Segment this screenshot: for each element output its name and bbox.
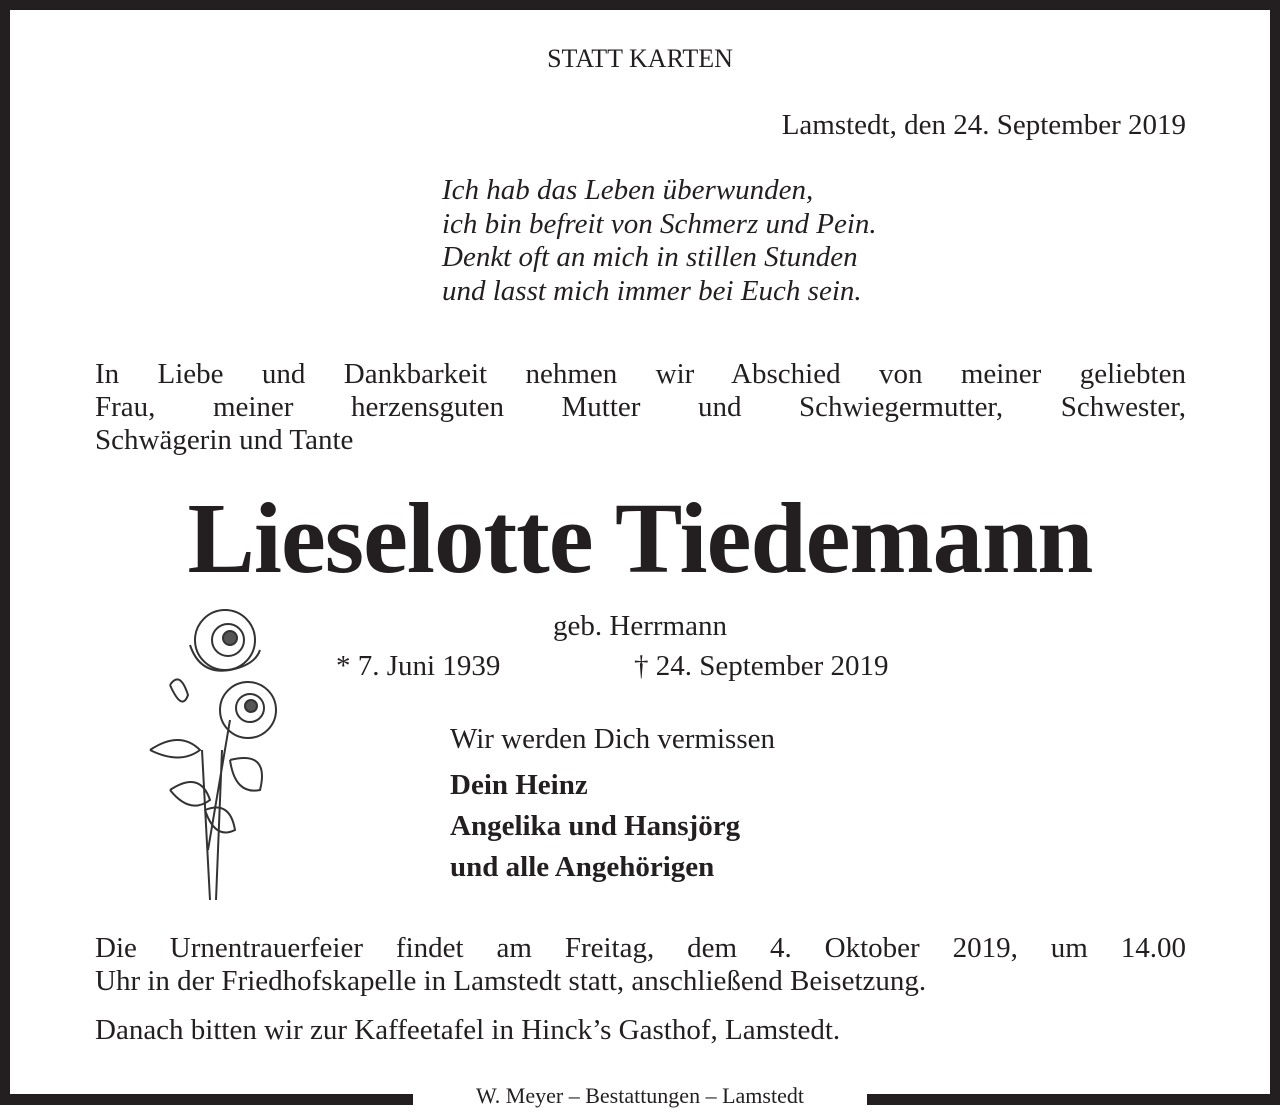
birth-date: * 7. Juni 1939 <box>336 650 501 682</box>
rose-illustration <box>130 600 290 900</box>
poem-line: ich bin befreit von Schmerz und Pein. <box>442 207 877 240</box>
poem-line: und lasst mich immer bei Euch sein. <box>442 274 862 307</box>
miss-line: Wir werden Dich vermissen <box>450 723 775 755</box>
intro-line: In Liebe und Dankbarkeit nehmen wir Abschied von meiner geliebten <box>95 358 1186 390</box>
poem <box>442 174 877 308</box>
service-line: Uhr in der Friedhofskapelle in Lamstedt statt, anschließend Beisetzung. <box>95 965 927 997</box>
deceased-name: Lieselotte Tiedemann <box>187 482 1093 594</box>
service-line: Die Urnentrauerfeier findet am Freitag, dem 4. Oktober 2019, um 14.00 <box>95 932 1186 964</box>
place-date: Lamstedt, den 24. September 2019 <box>781 109 1186 141</box>
mourner: Dein Heinz <box>450 769 588 801</box>
poem-line: Denkt oft an mich in stillen Stunden <box>442 241 858 273</box>
maiden-name: geb. Herrmann <box>553 610 727 642</box>
intro-line: Frau, meiner herzensguten Mutter und Schwiegermutter, Schwester, <box>95 391 1186 423</box>
header-statt-karten: STATT KARTEN <box>547 44 733 73</box>
intro-line: Schwägerin und Tante <box>95 424 354 456</box>
poem-line: Ich hab das Leben überwunden, <box>442 174 814 206</box>
funeral-home-footer: W. Meyer – Bestattungen – Lamstedt <box>413 1081 867 1111</box>
death-date: † 24. September 2019 <box>634 650 889 682</box>
coffee-line: Danach bitten wir zur Kaffeetafel in Hinck’s Gasthof, Lamstedt. <box>95 1014 841 1046</box>
mourner: und alle Angehörigen <box>450 851 715 883</box>
mourner: Angelika und Hansjörg <box>450 810 741 842</box>
